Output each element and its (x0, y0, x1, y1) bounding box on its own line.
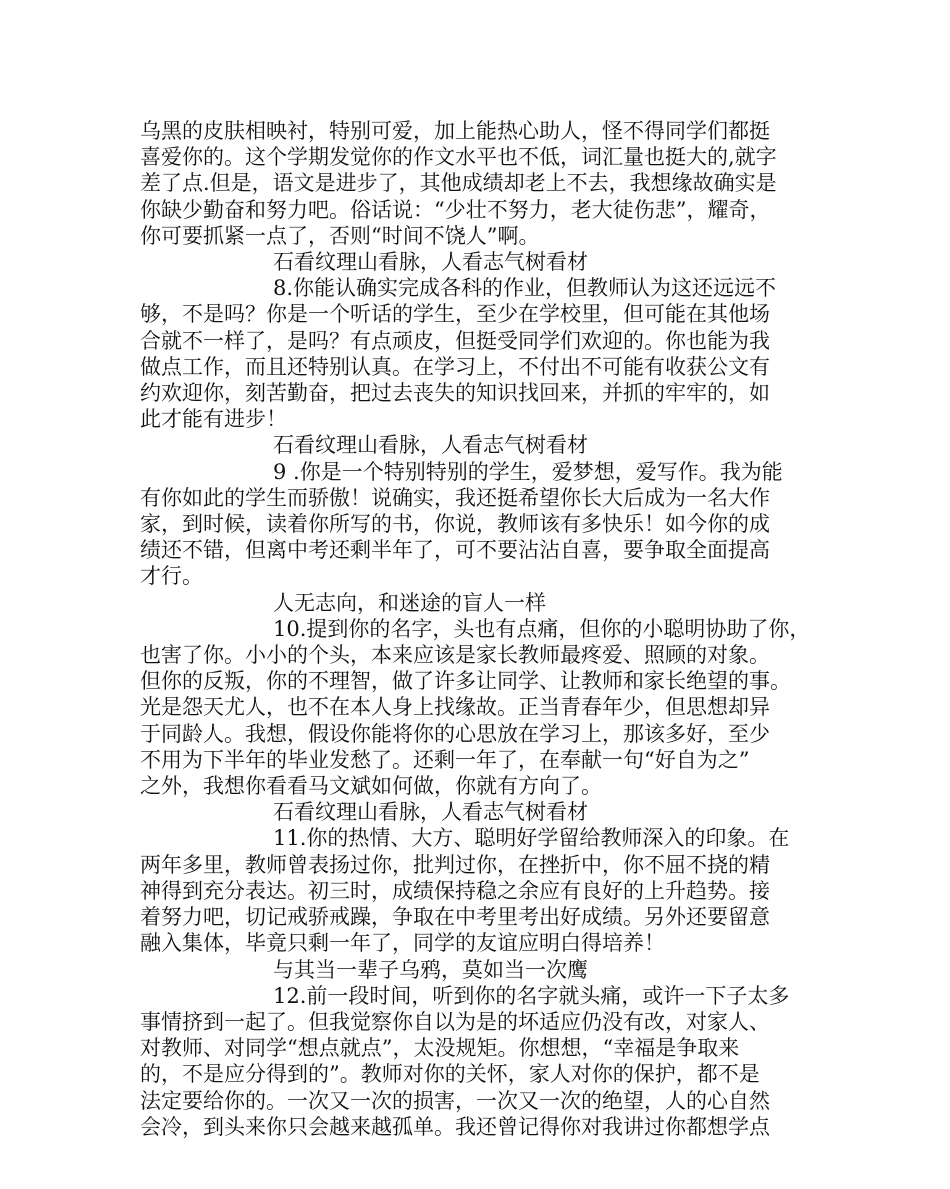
indented-line: 与其当一辈子乌鸦，莫如当一次鹰 (273, 957, 588, 982)
text-line: 才行。 (140, 564, 203, 589)
text-line: 此才能有进步！ (140, 407, 287, 432)
indented-line: 9 .你是一个特别特别的学生，爱梦想，爱写作。我为能 (273, 459, 783, 484)
text-line: 光是怨天尤人，也不在本人身上找缘故。正当青春年少，但思想却异 (140, 695, 770, 720)
text-line: 做点工作，而且还特别认真。在学习上，不付出不可能有收获公文有 (140, 354, 770, 379)
text-line: 有你如此的学生而骄傲！说确实，我还挺希望你长大后成为一名大作 (140, 485, 770, 510)
text-line: 也害了你。小小的个头，本来应该是家长教师最疼爱、照顾的对象。 (140, 643, 770, 668)
text-line: 对教师、对同学“想点就点”，太没规矩。你想想，“幸福是争取来 (140, 1036, 740, 1061)
text-line: 两年多里，教师曾表扬过你，批判过你，在挫折中，你不屈不挠的精 (140, 852, 770, 877)
text-line: 法定要给你的。一次又一次的损害，一次又一次的绝望，人的心自然 (140, 1088, 770, 1113)
text-line: 着努力吧，切记戒骄戒躁，争取在中考里考出好成绩。另外还要留意 (140, 905, 770, 930)
indented-line: 10.提到你的名字，头也有点痛，但你的小聪明协助了你， (273, 616, 811, 641)
text-line: 约欢迎你，刻苦勤奋，把过去丧失的知识找回来，并抓的牢牢的，如 (140, 381, 770, 406)
text-line: 之外，我想你看看马文斌如何做，你就有方向了。 (140, 774, 602, 799)
text-line: 差了点.但是，语文是进步了，其他成绩却老上不去，我想缘故确实是 (140, 171, 777, 196)
indented-line: 石看纹理山看脉，人看志气树看材 (273, 250, 588, 275)
text-line: 绩还不错，但离中考还剩半年了，可不要沾沾自喜，要争取全面提高 (140, 538, 770, 563)
text-line: 神得到充分表达。初三时，成绩保持稳之余应有良好的上升趋势。接 (140, 878, 770, 903)
text-line: 你可要抓紧一点了，否则“时间不饶人”啊。 (140, 223, 540, 248)
text-line: 合就不一样了，是吗？有点顽皮，但挺受同学们欢迎的。你也能为我 (140, 328, 770, 353)
text-line: 融入集体，毕竟只剩一年了，同学的友谊应明白得培养！ (140, 931, 665, 956)
indented-line: 石看纹理山看脉，人看志气树看材 (273, 800, 588, 825)
indented-line: 11.你的热情、大方、聪明好学留给教师深入的印象。在 (273, 826, 790, 851)
text-line: 不用为下半年的毕业发愁了。还剩一年了，在奉献一句“好自为之” (140, 747, 750, 772)
document-body (140, 118, 830, 1140)
text-line: 但你的反叛，你的不理智，做了许多让同学、让教师和家长绝望的事。 (140, 669, 791, 694)
indented-line: 8.你能认确实完成各科的作业，但教师认为这还远远不 (273, 276, 777, 301)
text-line: 喜爱你的。这个学期发觉你的作文水平也不低，词汇量也挺大的,就字 (140, 145, 777, 170)
text-line: 够，不是吗？你是一个听话的学生，至少在学校里，但可能在其他场 (140, 302, 770, 327)
indented-line: 人无志向，和迷途的盲人一样 (273, 590, 546, 615)
text-line: 你缺少勤奋和努力吧。俗话说：“少壮不努力，老大徒伤悲”，耀奇， (140, 197, 771, 222)
text-line: 会冷，到头来你只会越来越孤单。我还曾记得你对我讲过你都想学点 (140, 1114, 770, 1139)
text-line: 家，到时候，读着你所写的书，你说，教师该有多快乐！如今你的成 (140, 512, 770, 537)
text-line: 乌黑的皮肤相映衬，特别可爱，加上能热心助人，怪不得同学们都挺 (140, 119, 770, 143)
text-line: 事情挤到一起了。但我觉察你自以为是的坏适应仍没有改，对家人、 (140, 1009, 770, 1034)
text-line: 的，不是应分得到的”。教师对你的关怀，家人对你的保护，都不是 (140, 1062, 760, 1087)
indented-line: 石看纹理山看脉，人看志气树看材 (273, 433, 588, 458)
indented-line: 12.前一段时间，听到你的名字就头痛，或许一下子太多 (273, 983, 790, 1008)
text-line: 于同龄人。我想，假设你能将你的心思放在学习上，那该多好，至少 (140, 721, 770, 746)
